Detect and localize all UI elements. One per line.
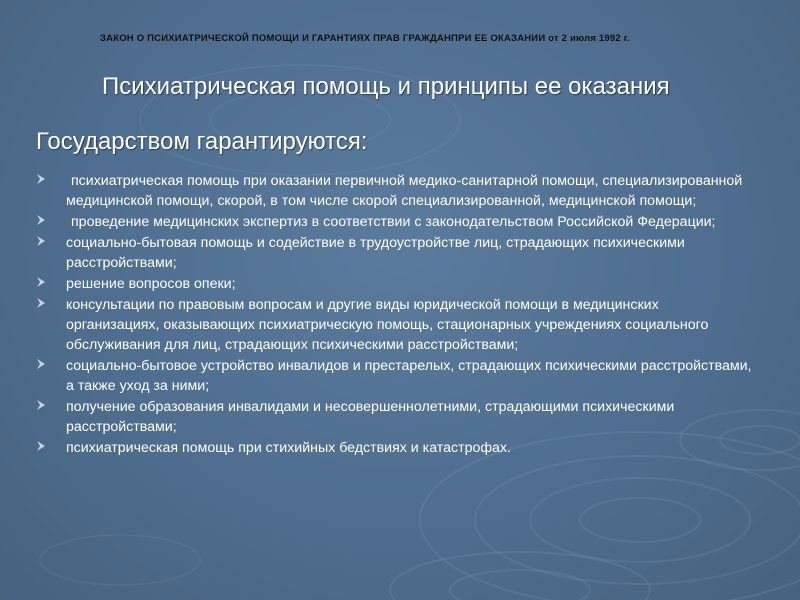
list-item-text: социально-бытовая помощь и содействие в трудоустройстве лиц, страдающих психическими расстройствами; bbox=[66, 235, 685, 271]
arrow-bullet-icon bbox=[36, 440, 46, 452]
slide-title: Психиатрическая помощь и принципы ее оказания bbox=[102, 73, 670, 100]
list-item-text: консультации по правовым вопросам и другие виды юридической помощи в медицинских организациях, оказывающих психиатрическую помощь, стационарных учреждениях социального обслуживания для лиц, страдающих психическими расстройствами; bbox=[66, 297, 709, 353]
list-item bbox=[36, 438, 756, 458]
arrow-bullet-icon bbox=[36, 399, 46, 411]
arrow-bullet-icon bbox=[36, 173, 46, 185]
list-item bbox=[36, 397, 756, 437]
arrow-bullet-icon bbox=[36, 214, 46, 226]
guarantees-list bbox=[36, 171, 756, 459]
list-item-text: решение вопросов опеки; bbox=[66, 276, 236, 292]
list-item-text: социально-бытовое устройство инвалидов и престарелых, страдающих психическими расстройствами, а также уход за ними; bbox=[66, 358, 752, 394]
arrow-bullet-icon bbox=[36, 276, 46, 288]
arrow-bullet-icon bbox=[36, 358, 46, 370]
list-item-text: психиатрическая помощь при стихийных бедствиях и катастрофах. bbox=[66, 440, 511, 456]
list-item bbox=[36, 171, 756, 211]
arrow-bullet-icon bbox=[36, 297, 46, 309]
list-item bbox=[36, 356, 756, 396]
list-item-text: проведение медицинских экспертиз в соответствии с законодательством Российской Федерации; bbox=[71, 214, 716, 230]
list-item bbox=[36, 233, 756, 273]
list-item-text: получение образования инвалидами и несовершеннолетними, страдающими психическими расстройствами; bbox=[66, 399, 675, 435]
arrow-bullet-icon bbox=[36, 235, 46, 247]
law-header bbox=[100, 33, 740, 44]
list-item bbox=[36, 274, 756, 294]
slide-subtitle: Государством гарантируются: bbox=[36, 128, 368, 155]
law-date: от 2 июля 1992 г. bbox=[548, 33, 630, 44]
list-item bbox=[36, 212, 756, 232]
law-title: ЗАКОН О ПСИХИАТРИЧЕСКОЙ ПОМОЩИ И ГАРАНТИЯХ ПРАВ ГРАЖДАНПРИ ЕЕ ОКАЗАНИИ bbox=[100, 33, 546, 44]
list-item-text: психиатрическая помощь при оказании первичной медико-санитарной помощи, специализированной медицинской помощи, скорой, в том числе скорой специализированной, медицинской помощи; bbox=[66, 173, 743, 209]
list-item bbox=[36, 295, 756, 355]
